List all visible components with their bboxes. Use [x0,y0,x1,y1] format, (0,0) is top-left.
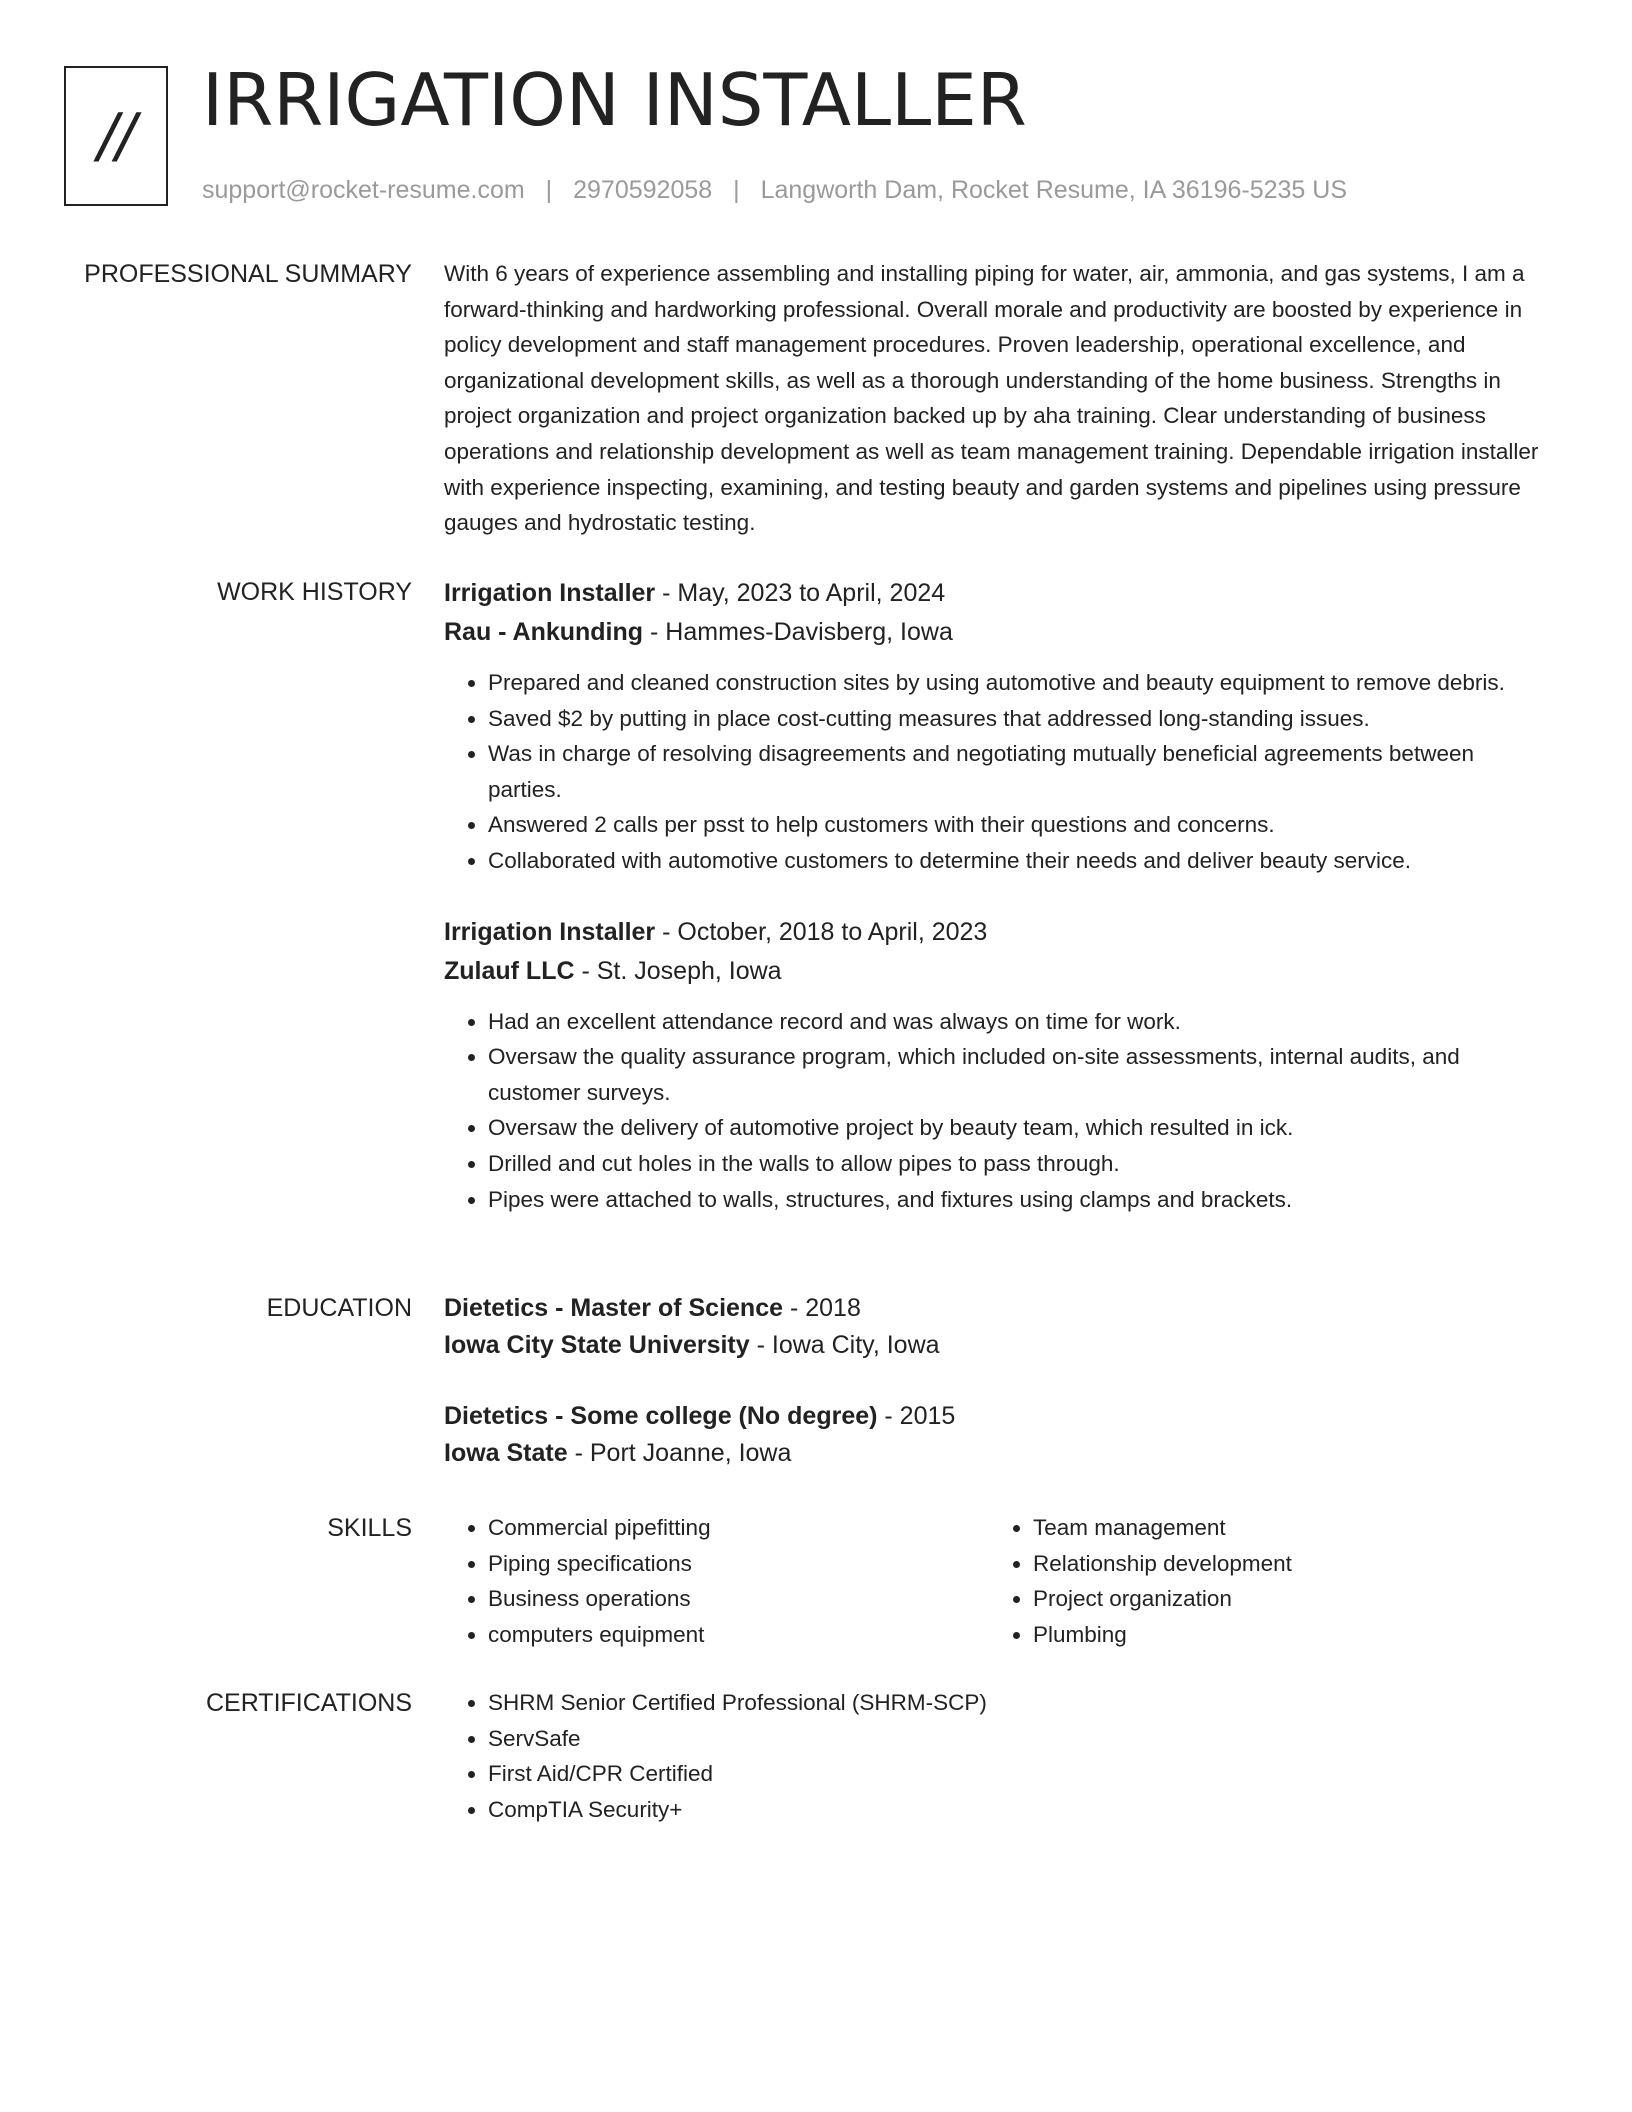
summary-body [444,256,1554,541]
skills-list [989,1510,1534,1652]
education-year: - 2015 [877,1402,956,1430]
education-degree-line [444,1290,1554,1327]
job-location: - Hammes-Davisberg, Iowa [643,618,953,646]
contact-phone: 2970592058 [573,176,713,204]
skill-item: • computers equipment [488,1617,989,1653]
job-bullet-list [444,665,1554,879]
job-bullet: • Drilled and cut holes in the walls to allow pipes to pass through. [488,1146,1554,1182]
education-year: - 2018 [783,1294,861,1322]
work-history-body [444,574,1554,1217]
job-title-line [444,574,1554,613]
job-location: - St. Joseph, Iowa [574,956,782,985]
job-bullet: • Saved $2 by putting in place cost-cutting measures that addressed long-standing issues. [488,701,1554,737]
job-bullet: • Had an excellent attendance record and was always on time for work. [488,1004,1554,1040]
skills-list [444,1510,989,1652]
skill-item: • Relationship development [1033,1546,1534,1582]
education-entry [444,1398,1554,1472]
education-degree: Dietetics - Master of Science [444,1294,784,1322]
skill-item: • Business operations [488,1581,989,1617]
job-title-line [444,913,1554,952]
certifications-body [444,1685,1554,1827]
contact-line [202,172,1347,208]
certification-item: • First Aid/CPR Certified [488,1756,1554,1792]
skill-item: • Project organization [1033,1581,1534,1617]
contact-address: Langworth Dam, Rocket Resume, IA 36196-5235 US [760,176,1348,204]
skill-item: • Team management [1033,1510,1534,1546]
monogram-logo: // [64,66,168,206]
job-bullet-list [444,1004,1554,1218]
skills-column-left [444,1510,989,1652]
contact-separator: | [733,176,740,204]
section-heading-skills: SKILLS [327,1514,412,1542]
contact-email: support@rocket-resume.com [202,176,525,204]
skill-item: • Piping specifications [488,1546,989,1582]
education-school-line [444,1327,1554,1364]
skills-columns [444,1510,1554,1652]
job-dates: - May, 2023 to April, 2024 [655,579,946,607]
education-degree: Dietetics - Some college (No degree) [444,1402,878,1430]
education-location: - Iowa City, Iowa [749,1331,940,1359]
job-company: Zulauf LLC [444,956,575,985]
certification-item: • ServSafe [488,1721,1554,1757]
certification-item: • CompTIA Security+ [488,1792,1554,1828]
education-body [444,1290,1554,1472]
education-entry [444,1290,1554,1364]
section-heading-work-history: WORK HISTORY [217,578,412,606]
job-company-line [444,952,1554,991]
skill-item: • Commercial pipefitting [488,1510,989,1546]
section-heading-summary: PROFESSIONAL SUMMARY [84,260,412,288]
summary-text: With 6 years of experience assembling and installing piping for water, air, ammonia, and gas systems, I am a forward-thinking and hardworking professional. Overall morale and productivity are boosted by experience in policy development and staff management procedures. Proven leadership, operational excellence, and organizational development skills, as well as a thorough understanding of the home business. Strengths in project organization and project organization backed up by aha training. Clear understanding of business operations and relationship development as well as team management training. Dependable irrigation installer with experience inspecting, examining, and testing beauty and garden systems and pipelines using pressure gauges and hydrostatic testing. [444,261,1539,536]
skill-item: • Plumbing [1033,1617,1534,1653]
job-bullet: • Oversaw the quality assurance program, which included on-site assessments, internal audits, and customer surveys. [488,1039,1554,1110]
job-bullet: • Was in charge of resolving disagreements and negotiating mutually beneficial agreements between parties. [488,736,1554,807]
skills-column-right [989,1510,1534,1652]
job-company: Rau - Ankunding [444,618,644,646]
job-entry [444,913,1554,1218]
education-school: Iowa City State University [444,1331,750,1359]
education-school: Iowa State [444,1439,568,1467]
job-bullet: • Answered 2 calls per psst to help customers with their questions and concerns. [488,807,1554,843]
job-bullet: • Oversaw the delivery of automotive project by beauty team, which resulted in ick. [488,1110,1554,1146]
job-bullet: • Collaborated with automotive customers to determine their needs and deliver beauty service. [488,843,1554,879]
job-title: Irrigation Installer [444,579,656,607]
job-dates: - October, 2018 to April, 2023 [655,917,988,946]
skills-body [444,1510,1554,1652]
education-degree-line [444,1398,1554,1435]
certification-item: • SHRM Senior Certified Professional (SHRM-SCP) [488,1685,1554,1721]
education-location: - Port Joanne, Iowa [567,1439,792,1467]
section-heading-certifications: CERTIFICATIONS [205,1689,412,1717]
job-title: Irrigation Installer [444,917,656,946]
section-heading-education: EDUCATION [266,1294,412,1322]
job-entry [444,574,1554,879]
job-bullet: • Pipes were attached to walls, structures, and fixtures using clamps and brackets. [488,1182,1554,1218]
contact-separator: | [545,176,553,204]
job-bullet: • Prepared and cleaned construction sites by using automotive and beauty equipment to remove debris. [488,665,1554,701]
certifications-list [444,1685,1554,1827]
job-company-line [444,613,1554,652]
page-title: IRRIGATION INSTALLER [202,58,1027,142]
education-school-line [444,1435,1554,1472]
